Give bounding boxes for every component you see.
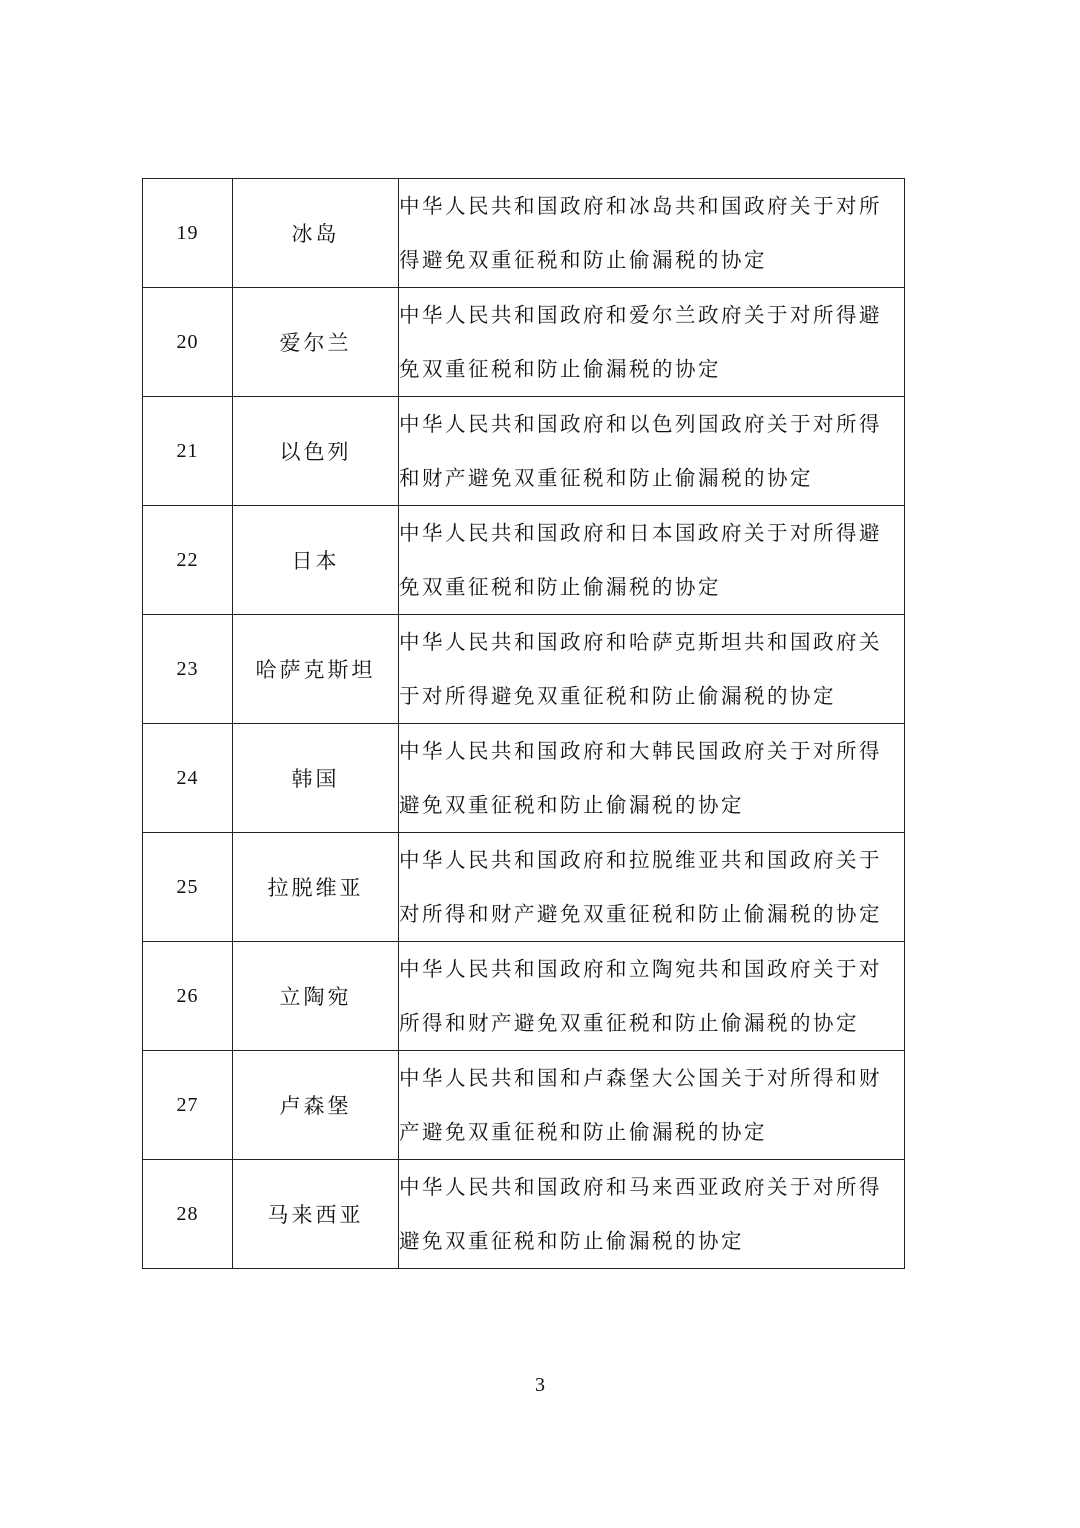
agreement-title: 中华人民共和国政府和马来西亚政府关于对所得避免双重征税和防止偷漏税的协定 [399,1160,905,1269]
agreement-title: 中华人民共和国政府和拉脱维亚共和国政府关于对所得和财产避免双重征税和防止偷漏税的协定 [399,833,905,942]
agreement-title: 中华人民共和国政府和冰岛共和国政府关于对所得避免双重征税和防止偷漏税的协定 [399,179,905,288]
agreement-title: 中华人民共和国政府和爱尔兰政府关于对所得避免双重征税和防止偷漏税的协定 [399,288,905,397]
agreement-title: 中华人民共和国政府和立陶宛共和国政府关于对所得和财产避免双重征税和防止偷漏税的协定 [399,942,905,1051]
table-row [143,1051,905,1160]
row-number: 25 [143,833,233,942]
country-name: 拉脱维亚 [233,833,399,942]
country-name: 以色列 [233,397,399,506]
country-name: 日本 [233,506,399,615]
row-number: 23 [143,615,233,724]
country-name: 哈萨克斯坦 [233,615,399,724]
table-row [143,179,905,288]
country-name: 韩国 [233,724,399,833]
table-row [143,506,905,615]
table-row [143,1160,905,1269]
table-row [143,288,905,397]
page-number: 3 [535,1374,545,1396]
row-number: 20 [143,288,233,397]
agreement-title: 中华人民共和国政府和以色列国政府关于对所得和财产避免双重征税和防止偷漏税的协定 [399,397,905,506]
row-number: 28 [143,1160,233,1269]
table-row [143,397,905,506]
country-name: 爱尔兰 [233,288,399,397]
agreement-title: 中华人民共和国和卢森堡大公国关于对所得和财产避免双重征税和防止偷漏税的协定 [399,1051,905,1160]
country-name: 马来西亚 [233,1160,399,1269]
country-name: 冰岛 [233,179,399,288]
row-number: 24 [143,724,233,833]
agreement-title: 中华人民共和国政府和日本国政府关于对所得避免双重征税和防止偷漏税的协定 [399,506,905,615]
treaty-table [142,178,905,1269]
agreement-title: 中华人民共和国政府和哈萨克斯坦共和国政府关于对所得避免双重征税和防止偷漏税的协定 [399,615,905,724]
table-row [143,833,905,942]
row-number: 21 [143,397,233,506]
country-name: 立陶宛 [233,942,399,1051]
row-number: 22 [143,506,233,615]
agreement-title: 中华人民共和国政府和大韩民国政府关于对所得避免双重征税和防止偷漏税的协定 [399,724,905,833]
table-row [143,724,905,833]
row-number: 19 [143,179,233,288]
row-number: 26 [143,942,233,1051]
table-row [143,615,905,724]
country-name: 卢森堡 [233,1051,399,1160]
row-number: 27 [143,1051,233,1160]
table-row [143,942,905,1051]
